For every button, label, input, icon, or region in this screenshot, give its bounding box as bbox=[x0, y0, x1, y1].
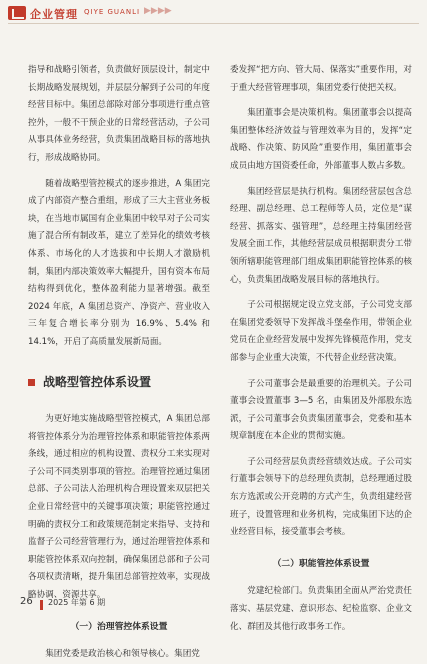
paragraph: 子公司根据规定设立党支部，子公司党支部在集团党委领导下发挥战斗堡垒作用，带领企业党员在企业经营发展中发挥先锋模范作用，党支部参与企业重大决策，不代替企业经营决策。 bbox=[230, 300, 412, 363]
paragraph: 指导和战略引领者，负责做好顶层设计，制定中长期战略发展规划，并层层分解到子公司的年度经营目标中。集团总部除对部分事项进行重点管控外，一般不干预企业的日常经营活动，子公司从事具体业务经营，负责集团战略目标的落地执行，形成战略协同。 bbox=[28, 65, 210, 163]
paragraph: 随着战略型管控模式的逐步推进，A 集团完成了内部资产整合重组，形成了三大主营业务板块，在当地市属国有企业集团中较早对子公司实施了混合所有制改革，建立了差异化的绩效考核体系、市场化的人才选拔和中长期人才激励机制，集团内部决策效率大幅提升，国有资本布局结构得到优化，整体盈利能力显著增强。截至 2024 年底，A 集团总资产、净资产、营业收入三年复合增长率分别为 16.9%、5.4% 和 14.1%，开启了高质量发展新局面。 bbox=[28, 178, 210, 347]
paragraph: 委发挥“把方向、管大局、保落实”重要作用，对于重大经营管理事项，集团党委行使把关权。 bbox=[230, 65, 412, 93]
left-column bbox=[28, 62, 210, 664]
paragraph: 集团经营层是执行机构。集团经营层包含总经理、副总经理、总工程师等人员，定位是“谋经营、抓落实、强管理”，总经理主持集团经营发展全面工作，其他经营层成员根据职责分工带领所辖职能管理部门组成集团职能管控体系的核心，负责集团战略发展目标的落地执行。 bbox=[230, 186, 412, 285]
page-header bbox=[0, 0, 427, 44]
section-name-pinyin: QIYE GUANLI bbox=[84, 8, 141, 16]
section-heading-text: 战略型管控体系设置 bbox=[43, 374, 152, 389]
right-column bbox=[230, 62, 412, 636]
footer-accent-bar bbox=[40, 600, 43, 610]
paragraph: 子公司经营层负责经营绩效达成。子公司实行董事会领导下的总经理负责制，总经理通过股东方选派或公开竞聘的方式产生，负责组建经营班子，设置管理和业务机构，完成集团下达的企业经营目标，接受董事会考核。 bbox=[230, 456, 412, 538]
subsection-heading: （一）治理管控体系设置 bbox=[70, 621, 168, 632]
arrow-decoration-icon: ▶▶▶▶ bbox=[144, 6, 172, 16]
paragraph: 集团党委是政治核心和领导核心。集团党 bbox=[45, 649, 200, 660]
page-footer bbox=[0, 590, 427, 621]
square-bullet-icon bbox=[28, 379, 35, 386]
section-name: 企业管理 bbox=[30, 8, 78, 21]
header-divider bbox=[8, 23, 419, 24]
page-number: 26 bbox=[20, 596, 33, 607]
issue-label: 2025 年第 6 期 bbox=[48, 598, 106, 607]
magazine-logo-icon bbox=[8, 6, 26, 20]
section-heading bbox=[28, 374, 210, 392]
paragraph: 集团董事会是决策机构。集团董事会以提高集团整体经济效益与管理效率为目的，发挥“定战略、作决策、防风险”重要作用，集团董事会成员由地方国资委任命，外部董事人数占多数。 bbox=[230, 108, 412, 171]
subsection-heading: （二）职能管控体系设置 bbox=[272, 558, 370, 569]
paragraph: 子公司董事会是最重要的治理机关。子公司董事会设置董事 3—5 名，由集团及外部股东选派，子公司董事会负责集团董事会，党委和基本规章制度在本企业的贯彻实施。 bbox=[230, 378, 412, 442]
paragraph: 党建纪检部门。负责集团全面从严治党责任落实、基层党建、意识形态、纪检监察、企业文化、群团及其他行政事务工作。 bbox=[230, 586, 412, 632]
paragraph: 为更好地实施战略型管控模式，A 集团总部将管控体系分为治理管控体系和职能管控体系两条线，通过相应的机构设置、责权分工来实现对子公司不同类别事项的管控。治理管控通过集团总部、子公司法人治理机构合理设置来双层把关企业日常经营中的关键事项决策；职能管控通过明确的责权分工和政策规范制定来指导、支持和监督子公司经营管理行为，通过治理管控体系和职能管控体系双向控制，确保集团总部和子公司各项权责清晰，提升集团总部管控效率，实现战略协调、资源共享。 bbox=[28, 414, 210, 601]
